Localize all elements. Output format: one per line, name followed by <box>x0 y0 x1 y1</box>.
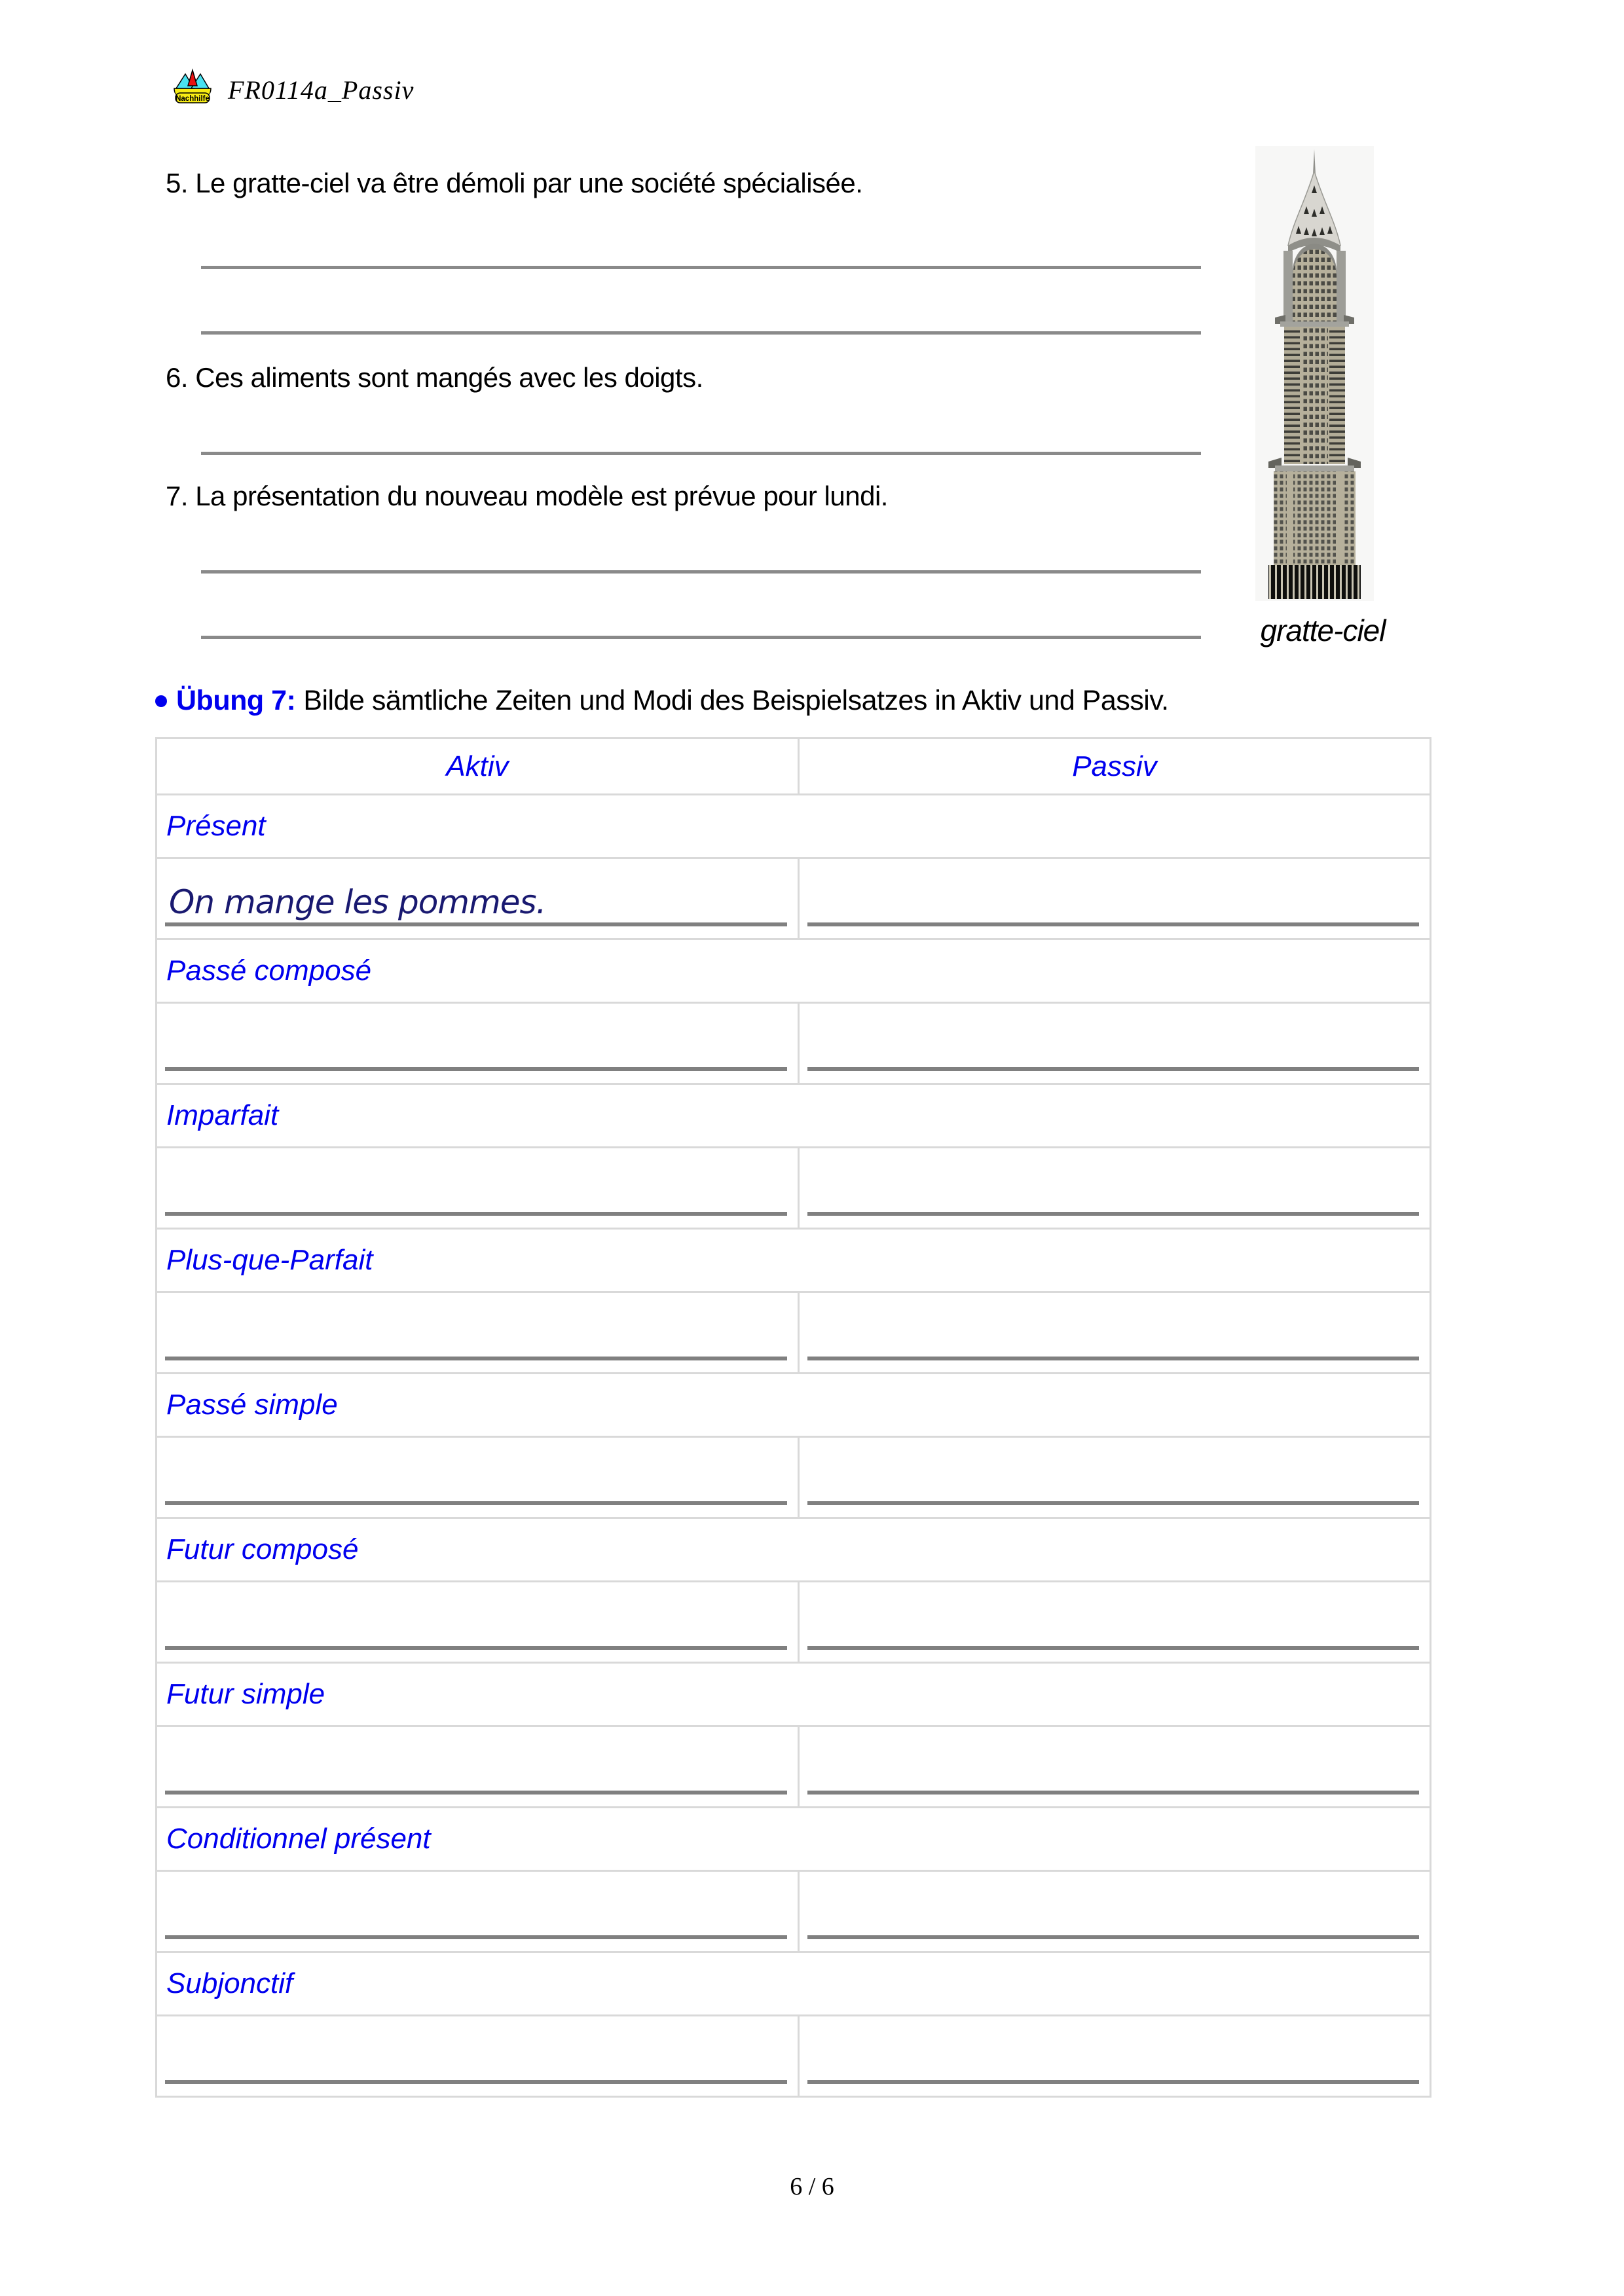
passiv-answer-cell <box>799 1726 1431 1808</box>
aktiv-answer-cell <box>157 858 799 939</box>
tense-label-row <box>157 1952 1431 2016</box>
aktiv-answer-cell <box>157 1148 799 1229</box>
tense-label: Futur simple <box>157 1663 1431 1726</box>
exercise-item-6: 6. Ces aliments sont mangés avec les doigts. <box>166 362 703 393</box>
bullet-icon <box>155 695 167 707</box>
aktiv-answer-cell <box>157 1437 799 1518</box>
write-line <box>807 922 1419 926</box>
column-header-passiv: Passiv <box>799 738 1431 795</box>
document-title: FR0114a_Passiv <box>228 75 415 105</box>
aktiv-answer-cell <box>157 1292 799 1374</box>
aktiv-answer-cell <box>157 2016 799 2097</box>
write-line <box>165 922 787 926</box>
tense-label-row <box>157 1229 1431 1292</box>
skyscraper-image <box>1255 146 1374 601</box>
tense-label-row <box>157 939 1431 1003</box>
passiv-answer-cell <box>799 1871 1431 1952</box>
write-line <box>165 1357 787 1360</box>
tense-label: Futur composé <box>157 1518 1431 1582</box>
uebung7-heading <box>155 685 1169 717</box>
answer-row <box>157 858 1431 939</box>
passiv-answer-cell <box>799 1003 1431 1084</box>
tense-label-row <box>157 1518 1431 1582</box>
tense-label-row <box>157 1808 1431 1871</box>
write-line <box>165 1212 787 1216</box>
tense-label: Passé simple <box>157 1374 1431 1437</box>
tense-label: Subjonctif <box>157 1952 1431 2016</box>
write-line <box>165 2080 787 2084</box>
passiv-answer-cell <box>799 1292 1431 1374</box>
write-line <box>165 1935 787 1939</box>
answer-line <box>201 452 1201 455</box>
answer-row <box>157 1871 1431 1952</box>
tense-label: Conditionnel présent <box>157 1808 1431 1871</box>
aktiv-answer-cell <box>157 1003 799 1084</box>
page-number: 6 / 6 <box>790 2173 834 2200</box>
answer-row <box>157 1003 1431 1084</box>
tense-label-row <box>157 1374 1431 1437</box>
table-header-row <box>157 738 1431 795</box>
passiv-answer-cell <box>799 1148 1431 1229</box>
tense-label: Passé composé <box>157 939 1431 1003</box>
answer-row <box>157 1582 1431 1663</box>
nachhilfe-logo-icon <box>172 68 213 105</box>
write-line <box>807 1791 1419 1795</box>
answer-row <box>157 1292 1431 1374</box>
write-line <box>807 1357 1419 1360</box>
write-line <box>807 1646 1419 1650</box>
passiv-answer-cell <box>799 1582 1431 1663</box>
write-line <box>807 1067 1419 1071</box>
image-caption: gratte-ciel <box>1260 613 1386 647</box>
answer-line <box>201 636 1201 639</box>
write-line <box>807 1501 1419 1505</box>
aktiv-answer-cell <box>157 1726 799 1808</box>
tense-label: Présent <box>157 795 1431 858</box>
write-line <box>165 1501 787 1505</box>
write-line <box>807 2080 1419 2084</box>
answer-line <box>201 570 1201 574</box>
uebung7-instruction: Bilde sämtliche Zeiten und Modi des Beispielsatzes in Aktiv und Passiv. <box>303 685 1169 716</box>
uebung7-label: Übung 7: <box>176 685 296 716</box>
column-header-aktiv: Aktiv <box>157 738 799 795</box>
tense-label: Imparfait <box>157 1084 1431 1148</box>
write-line <box>165 1067 787 1071</box>
aktiv-answer-cell <box>157 1871 799 1952</box>
answer-row <box>157 1148 1431 1229</box>
write-line <box>165 1791 787 1795</box>
tense-label-row <box>157 795 1431 858</box>
answer-row <box>157 1437 1431 1518</box>
answer-row <box>157 2016 1431 2097</box>
passiv-answer-cell <box>799 2016 1431 2097</box>
svg-text:Nachhilfe: Nachhilfe <box>175 95 210 103</box>
answer-line <box>201 331 1201 335</box>
exercise-item-5: 5. Le gratte-ciel va être démoli par une société spécialisée. <box>166 168 863 198</box>
handwritten-example: On mange les pommes. <box>169 883 546 921</box>
write-line <box>165 1646 787 1650</box>
write-line <box>807 1212 1419 1216</box>
answer-row <box>157 1726 1431 1808</box>
answer-line <box>201 266 1201 269</box>
tense-label: Plus-que-Parfait <box>157 1229 1431 1292</box>
tense-label-row <box>157 1663 1431 1726</box>
exercise-item-7: 7. La présentation du nouveau modèle est prévue pour lundi. <box>166 481 888 511</box>
tense-label-row <box>157 1084 1431 1148</box>
aktiv-answer-cell <box>157 1582 799 1663</box>
write-line <box>807 1935 1419 1939</box>
passiv-answer-cell <box>799 1437 1431 1518</box>
conjugation-table <box>155 737 1430 2098</box>
passiv-answer-cell <box>799 858 1431 939</box>
